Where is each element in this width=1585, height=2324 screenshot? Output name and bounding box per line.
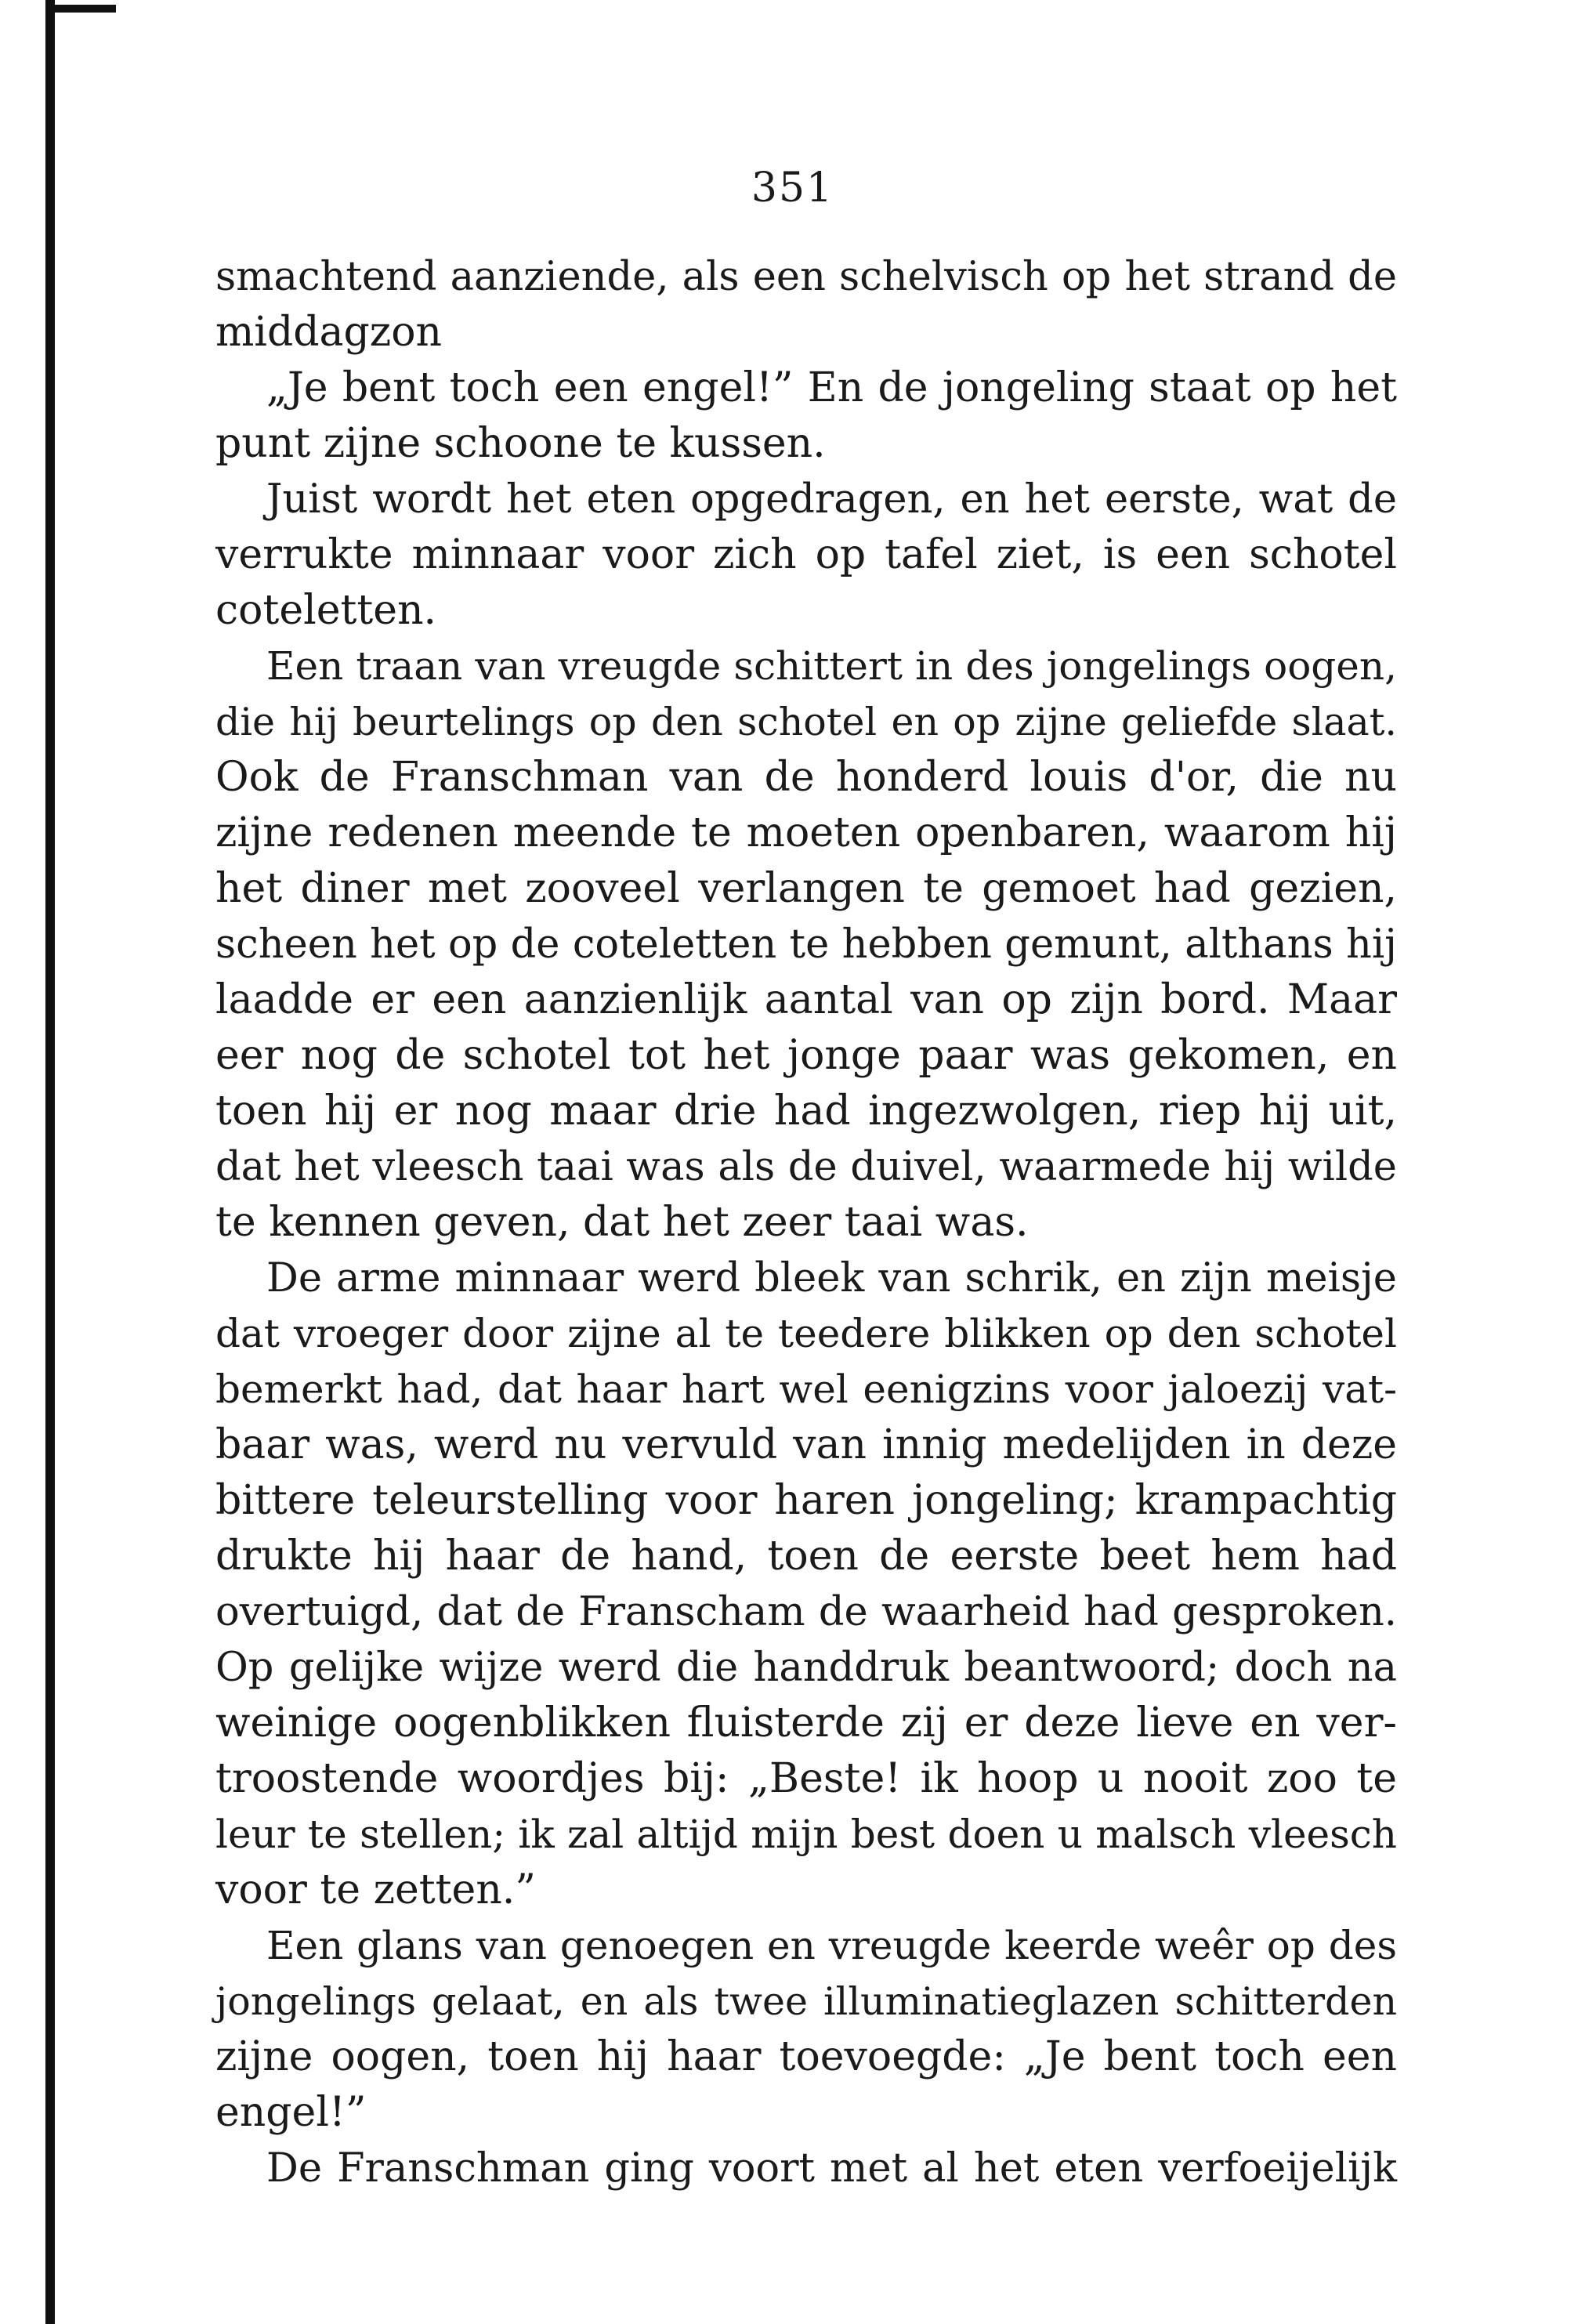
text-line: De Franschman ging voort met al het eten verfoeijelijk (266, 2145, 1397, 2192)
text-line: te kennen geven, dat het zeer taai was. (215, 1199, 1029, 1246)
text-line: engel!” (215, 2089, 367, 2136)
text-line: leur te stellen; ik zal altijd mijn best doen u malsch vleesch (215, 1812, 1397, 1857)
text-line: bittere teleurstelling voor haren jongeling; krampachtig (215, 1477, 1397, 1524)
text-line: toen hij er nog maar drie had ingezwolgen, riep hij uit, (215, 1088, 1397, 1135)
text-line: Een glans van genoegen en vreugde keerde weêr op des (266, 1923, 1397, 1968)
text-line: Juist wordt het eten opgedragen, en het eerste, wat de (266, 476, 1397, 523)
text-line: dat het vleesch taai was als de duivel, waarmede hij wilde (215, 1144, 1397, 1190)
text-line: Een traan van vreugde schittert in des jongelings oogen, (266, 643, 1397, 689)
text-line: punt zijne schoone te kussen. (215, 420, 826, 467)
text-line: zijne oogen, toen hij haar toevoegde: „Je bent toch een (215, 2033, 1397, 2080)
text-line: jongelings gelaat, en als twee illuminatieglazen schitterden (215, 1979, 1397, 2024)
binding-edge-rule (45, 0, 55, 2324)
text-line: smachtend aanziende, als een schelvisch op het strand de (215, 254, 1397, 300)
text-line: middagzon (215, 309, 442, 356)
body-text (215, 249, 1397, 2196)
text-line: laadde er een aanzienlijk aantal van op zijn bord. Maar (215, 976, 1397, 1023)
text-line: overtuigd, dat de Franscham de waarheid had gesproken. (215, 1589, 1397, 1635)
text-line: verrukte minnaar voor zich op tafel ziet, is een schotel (215, 531, 1397, 578)
text-line: troostende woordjes bij: „Beste! ik hoop u nooit zoo te (215, 1755, 1397, 1802)
text-line: dat vroeger door zijne al te teedere blikken op den schotel (215, 1311, 1397, 1356)
text-line: weinige oogenblikken fluisterde zij er deze lieve en ver- (215, 1700, 1397, 1747)
text-line: eer nog de schotel tot het jonge paar was gekomen, en (215, 1032, 1397, 1079)
text-line: Op gelijke wijze werd die handdruk beantwoord; doch na (215, 1645, 1397, 1691)
page-number: 351 (751, 165, 834, 212)
text-line: „Je bent toch een engel!” En de jongeling staat op het (266, 364, 1397, 411)
text-line: coteletten. (215, 587, 437, 634)
binding-edge-corner (45, 5, 116, 13)
text-line: scheen het op de coteletten te hebben gemunt, althans hij (215, 921, 1397, 968)
text-line: die hij beurtelings op den schotel en op zijne geliefde slaat. (215, 700, 1397, 744)
text-line: bemerkt had, dat haar hart wel eenigzins voor jaloezij vat- (215, 1367, 1397, 1412)
text-line: zijne redenen meende te moeten openbaren, waarom hij (215, 809, 1397, 856)
text-line: drukte hij haar de hand, toen de eerste beet hem had (215, 1533, 1397, 1580)
text-line: voor te zetten.” (215, 1866, 536, 1913)
text-line: Ook de Franschman van de honderd louis d'or, die nu (215, 754, 1397, 801)
text-line: baar was, werd nu vervuld van innig medelijden in deze (215, 1421, 1397, 1468)
text-line: het diner met zooveel verlangen te gemoet had gezien, (215, 865, 1397, 912)
text-line: De arme minnaar werd bleek van schrik, en zijn meisje (266, 1255, 1397, 1301)
